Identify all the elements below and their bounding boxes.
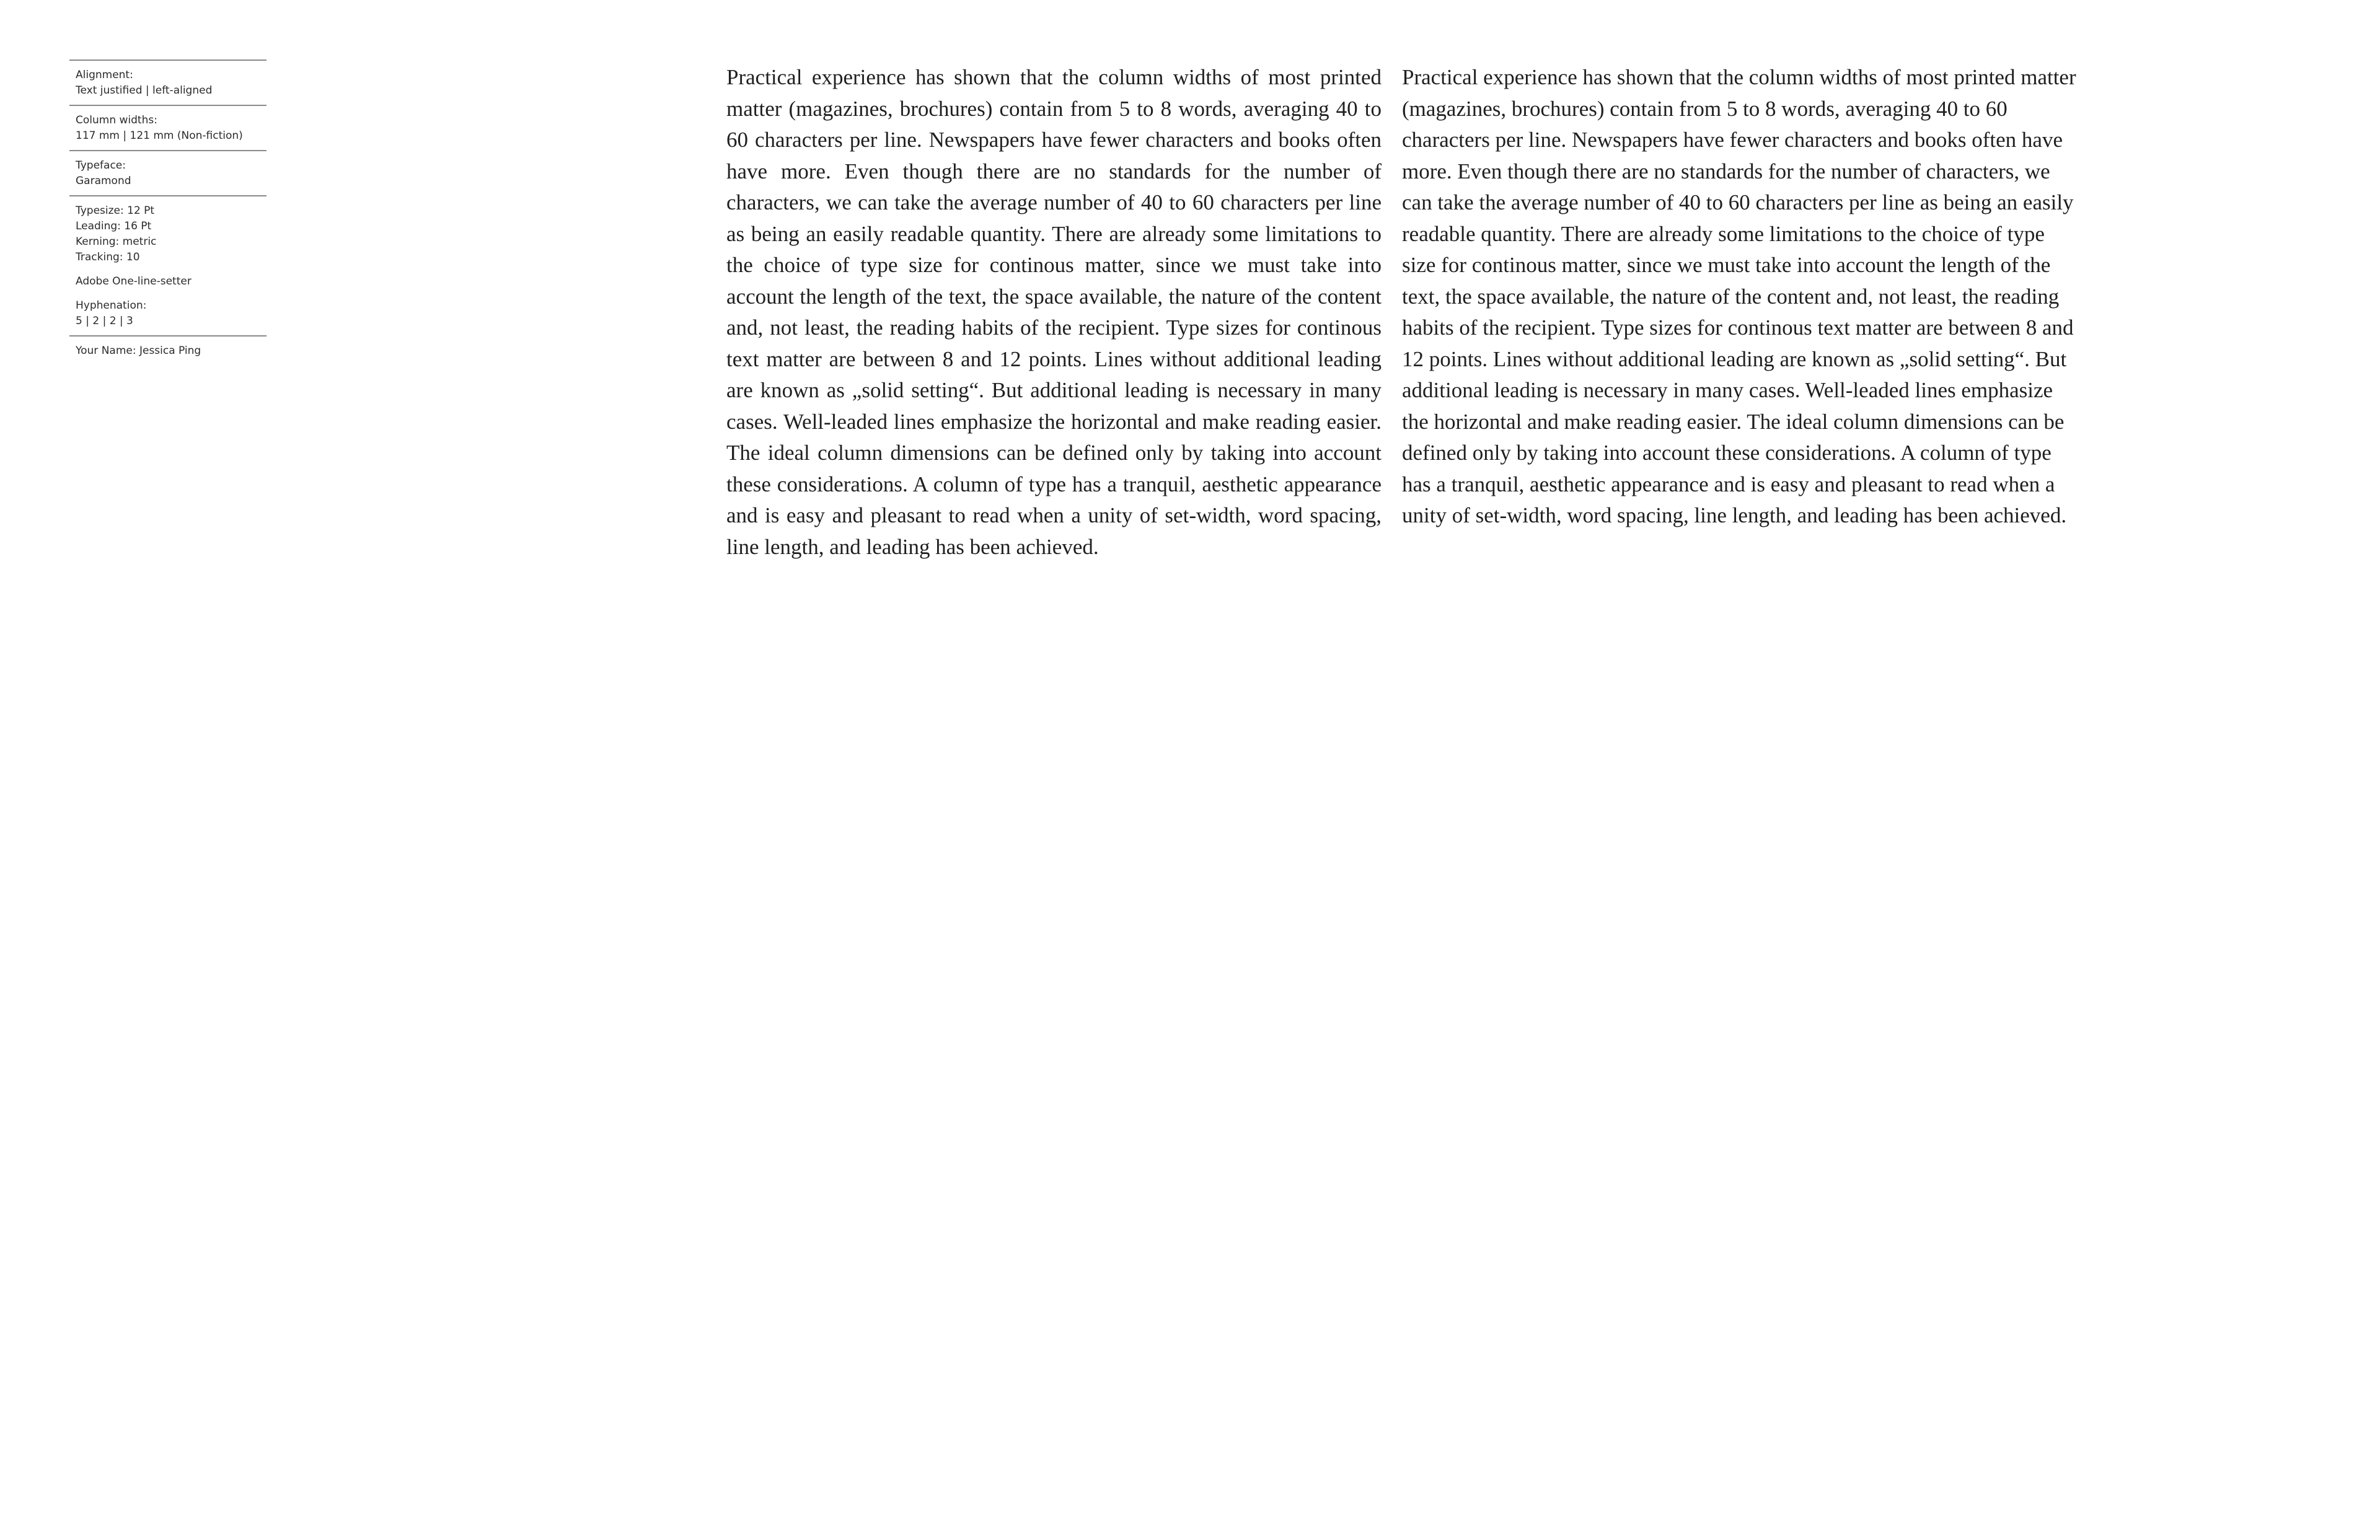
tracking-value: Tracking: 10 [76,251,140,263]
author-spec [69,335,267,365]
column-widths-value: 117 mm | 121 mm (Non-fiction) [76,130,243,142]
alignment-spec [69,59,267,105]
typeface-label: Typeface: [76,159,126,172]
author-name: Your Name: Jessica Ping [76,345,201,357]
spec-panel [69,59,267,365]
hyphenation-label: Hyphenation: [76,299,147,312]
alignment-label: Alignment: [76,69,133,81]
composer-value: Adobe One-line-setter [76,275,192,288]
column-widths-spec [69,105,267,150]
hyphenation-value: 5 | 2 | 2 | 3 [76,315,133,327]
type-settings-spec [69,195,267,335]
alignment-value: Text justified | left-aligned [76,84,213,97]
typeface-spec [69,150,267,195]
column-widths-label: Column widths: [76,114,157,126]
leading-value: Leading: 16 Pt [76,220,152,232]
typesize-value: Typesize: 12 Pt [76,205,155,217]
left-aligned-text-column: Practical experience has shown that the column widths of most printed matter (magazines, brochures) contain from 5 to 8 words, averaging 40 to 60 characters per line. Newspapers have fewer characters and books often have more. Even though there are no standards for the number of characters, we can take the average number of 40 to 60 characters per line as being an easily readable quantity. There are already some limitations to the choice of type size for continous matter, since we must take into account the length of the text, the space available, the nature of the content and, not least, the reading habits of the recipient. Type sizes for continous text matter are between 8 and 12 points. Lines without additional leading are known as „solid setting“. But additional leading is necessary in many cases. Well-leaded lines emphasize the horizontal and make reading easier. The ideal column dimensions can be defined only by taking into account these considerations. A column of type has a tranquil, aesthetic appearance and is easy and pleasant to read when a unity of set-width, word spacing, line length, and leading has been achieved. [1402,65,2076,527]
kerning-value: Kerning: metric [76,235,157,248]
typeface-value: Garamond [76,175,131,187]
justified-text-column: Practical experience has shown that the column widths of most printed matter (magazines, brochures) contain from 5 to 8 words, averaging 40 to 60 characters per line. Newspapers have fewer characters and books often have more. Even though there are no standards for the number of characters, we can take the average number of 40 to 60 characters per line as being an easily readable quantity. There are already some limitations to the choice of type size for continous matter, since we must take into account the length of the text, the space available, the nature of the content and, not least, the reading habits of the recipient. Type sizes for continous text matter are between 8 and 12 points. Lines without additional leading are known as „solid setting“. But additional leading is necessary in many cases. Well-leaded lines emphasize the horizontal and make reading easier. The ideal column dimensions can be defined only by taking into account these considerations. A column of type has a tranquil, aesthetic appearance and is easy and pleasant to read when a unity of set-width, word spacing, line length, and leading has been achieved. [726,65,1382,559]
